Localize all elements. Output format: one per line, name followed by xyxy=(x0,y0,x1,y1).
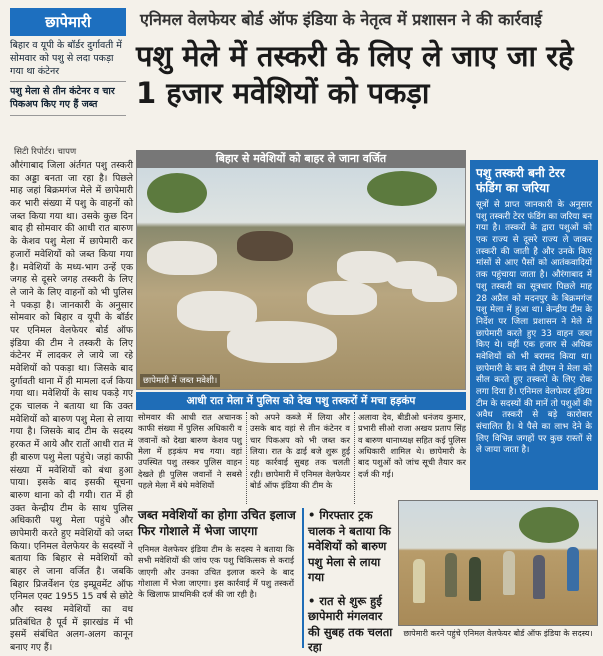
pull-quotes xyxy=(302,508,394,655)
mid-column-1: सोमवार की आधी रात अचानक काफी संख्या में पुलिस अधिकारी व जवानों को देखा बारुण केशव पशु मेला में हड़कंप मच गया। वहां उपस्थित पशु तस्कर पुलिस वाहन देखते ही पुलिस जवानों ने सबसे पहले मेला में बंधे मवेशियों xyxy=(138,412,242,490)
photo-banner: बिहार से मवेशियों को बाहर ले जाना वर्जित xyxy=(136,150,466,168)
byline: सिटी रिपोर्टर। चापण xyxy=(14,147,77,157)
treatment-subheading: जब्त मवेशियों का होगा उचित इलाज फिर गोशाले में भेजा जाएगा xyxy=(138,508,296,538)
highlight-2: पशु मेला से तीन कंटेनर व चार पिकअप किए गए हैं जब्त xyxy=(10,86,126,116)
pull-quote-1: • गिरफ्तार ट्रक चालक ने बताया कि मवेशियों को बारुण पशु मेला से लाया गया xyxy=(308,508,391,585)
mid-section-heading: आधी रात मेला में पुलिस को देख पशु तस्करों में मचा हड़कंप xyxy=(136,392,466,410)
mid-column-2: को अपने कब्जे में लिया और उसके बाद वहां से तीन कंटेनर व चार पिकअप को भी जब्त कर लिया। रात के ढाई बजे शुरू हुई यह कार्रवाई सुबह तक चलती रही। छापेमारी में एनिमल वेलफेयर बोर्ड ऑफ इंडिया की टीम के xyxy=(246,412,350,504)
kicker: एनिमल वेलफेयर बोर्ड ऑफ इंडिया के नेतृत्व में प्रशासन ने की कार्रवाई xyxy=(140,10,542,29)
cattle-photo xyxy=(136,150,466,390)
highlights-box xyxy=(10,40,126,140)
highlight-1: बिहार व यूपी के बॉर्डर दुर्गावती में सोमवार को पशु से लदा पकड़ा गया था कंटेनर xyxy=(10,40,126,82)
pull-quote-2: • रात से शुरू हुई छापेमारी मंगलवार की सुबह तक चलता रहा xyxy=(308,593,393,655)
section-tag: छापेमारी xyxy=(10,8,126,36)
officials-photo xyxy=(398,500,598,626)
mid-column-3: अलावा देव, बीडीओ धनंजय कुमार, प्रभारी सीओ राजा अखय प्रताप सिंह व बारुण थानाध्यक्ष सहित कई पुलिस अधिकारी शामिल थे। छापेमारी के बाद पशुओं को जांच सूची तैयार कर दर्ज की गई। xyxy=(354,412,466,504)
photo-caption: छापेमारी में जब्त मवेशी। xyxy=(140,374,220,387)
sidebar-story xyxy=(470,160,598,490)
headline: पशु मेले में तस्करी के लिए ले जाए जा रहे 1 हजार मवेशियों को पकड़ा xyxy=(136,39,574,111)
main-story-column: औरंगाबाद जिला अंर्तगत पशु तस्करी का अड्डा बनता जा रहा है। पिछले माह जहां बिक्रमगंज मेले में छापेमारी कर भारी संख्या में पशु के वाहनों को जब्त किया गया था। उसके कुछ दिन बाद ही सोमवार की आधी रात बारुण के केशव पशु मेला में छापेमारी कर हजारों मवेशियों को जब्त किया गया है। मवेशियों के मध्य-भाग उन्हें एक जगह से दूसरे जगह तस्करी के लिए ले जाने के लिए वाहनों को भी पुलिस ने पकड़ा है। जानकारी के अनुसार सोमवार को बिहार व यूपी के बॉर्डर पर एनिमल वेलफेयर बोर्ड ऑफ इंडिया की टीम ने तस्करी के लिए कंटेनर में लादकर ले जाये जा रहे मवेशियों को पकड़ा था। जिसके बाद दुर्गावती थाना में ही मामला दर्ज किया गया था। मवेशियों के साथ पकड़े गए ट्रक चालक ने बताया था कि उक्त मवेशियों को बारुण पशु मेला से लाया गया है। जिसके बाद टीम के सदस्य हरकत में आये और रातों आधी रात में ही बारुण पशु मेला पहुंचे। जहां काफी संख्या में मवेशियों को बंधा हुआ पाया। इसके बाद इसकी सूचना बारुण थाना को दी गयी। रात में ही उक्त केन्द्रीय टीम के साथ पुलिस अधिकारी पशु मेला पहुंचे और छापेमारी करते हुए मवेशियों को जब्त किया। एनिमल वेलफेयर के सदस्यों ने बताया कि बिहार से मवेशियों को बाहर ले जाना वर्जित है। जबकि बिहार प्रिजर्वेशन एंड इम्प्रूवमेंट ऑफ एनिमल एक्ट 1955 15 वर्ष से छोटे और स्वस्थ मवेशियों का वध प्रतिबंधित है पूर्व में झारखंड में भी इसमें संबंधित अलग-अलग कानून बनाए गए हैं। xyxy=(10,160,133,654)
sidebar-story-title: पशु तस्करी बनी टेरर फंडिंग का जरिया xyxy=(476,166,565,195)
officials-photo-caption: छापेमारी करने पहुंचे एनिमल वेलफेयर बोर्ड ऑफ इंडिया के सदस्य। xyxy=(403,629,593,638)
sidebar-story-text: सूत्रों से प्राप्त जानकारी के अनुसार पशु तस्करी टेरर फंडिंग का जरिया बन गया है। तस्करों के द्वारा पशुओं को एक राज्य से दूसरे राज्य ले जाकर तस्करी की जाती है और उनके किए मांसों से आए पैसों को आतंकवादियों तक पहुंचाया जाता है। औरंगाबाद में पशु तस्करी का सूत्रधार पिछले माह 28 अप्रैल को मदनपुर के बिक्रमगंज पशु मेला में हुआ था। केन्द्रीय टीम के निर्देश पर जिला प्रशासन ने मेले में छापेमारी करते हुए 33 वाहन जब्त किए थे। वहीं एक हजार से अधिक मवेशियों को भी बरामद किया था। छापेमारी के बाद से डीएम ने मेला को सील करते हुए तस्करों के लिए रोक लगा दिया है। एनिमल वेलफेयर इंडिया टीम के सदस्यों की मानें तो पशुओं की अवैध तस्करी से बड़े कारोबार संचालित है। ये पैसे का लाभ देने के लिए विभिन्न जगहों पर कुछ रास्तों से ले जाया जाता है। xyxy=(476,200,592,456)
treatment-text: एनिमल वेलफेयर इंडिया टीम के सदस्य ने बताया कि सभी मवेशियों की जांच एक पशु चिकित्सक से कराई जाएगी और उनका उचित इलाज करने के बाद गोशाला में भेजा जाएगा। इस कार्रवाई में पशु तस्करों के खिलाफ प्राथमिकी दर्ज की जा रही है। xyxy=(138,544,294,600)
